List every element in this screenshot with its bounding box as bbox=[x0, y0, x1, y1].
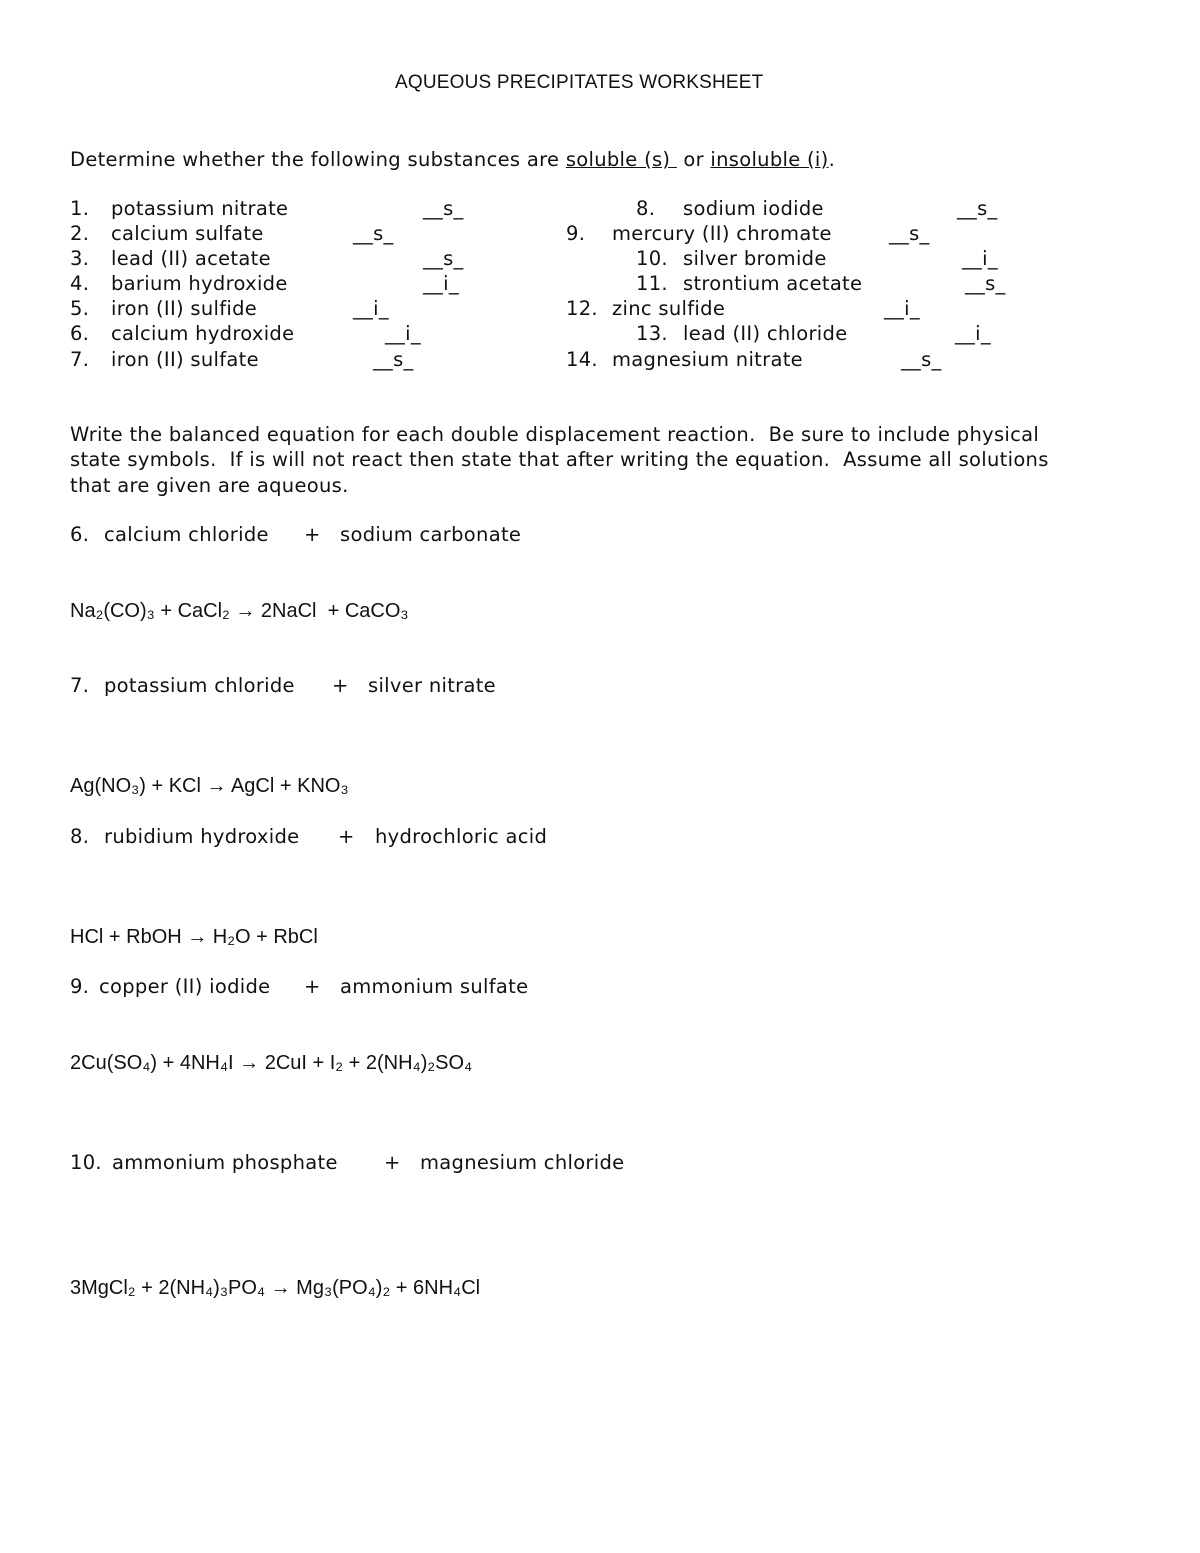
substance-name: lead (II) chloride bbox=[683, 322, 848, 345]
solubility-answer: __i_ bbox=[884, 297, 920, 320]
balanced-equation: HCl + RbOH → H₂O + RbCl bbox=[70, 926, 318, 948]
reactant-1: rubidium hydroxide bbox=[104, 825, 300, 848]
reactant-2: silver nitrate bbox=[368, 674, 496, 697]
solubility-answer: __i_ bbox=[353, 297, 389, 320]
solubility-answer: __s_ bbox=[373, 348, 414, 371]
solubility-answer: __s_ bbox=[957, 197, 998, 220]
solubility-answer: __i_ bbox=[385, 322, 421, 345]
reactant-1: calcium chloride bbox=[104, 523, 269, 546]
reaction-number: 9. bbox=[70, 975, 90, 998]
solubility-answer: __s_ bbox=[353, 222, 394, 245]
reactant-1: ammonium phosphate bbox=[112, 1151, 338, 1174]
substance-name: zinc sulfide bbox=[612, 297, 726, 320]
balanced-equation: Na₂(CO)₃ + CaCl₂ → 2NaCl + CaCO₃ bbox=[70, 600, 409, 622]
substance-name: lead (II) acetate bbox=[111, 247, 271, 270]
solubility-answer: __i_ bbox=[955, 322, 991, 345]
item-number: 11. bbox=[636, 272, 668, 295]
item-number: 5. bbox=[70, 297, 90, 320]
item-number: 3. bbox=[70, 247, 90, 270]
substance-name: silver bromide bbox=[683, 247, 827, 270]
plus-sign: + bbox=[304, 975, 321, 998]
item-number: 13. bbox=[636, 322, 668, 345]
substance-name: iron (II) sulfate bbox=[111, 348, 259, 371]
balanced-equation: 3MgCl₂ + 2(NH₄)₃PO₄ → Mg₃(PO₄)₂ + 6NH₄Cl bbox=[70, 1277, 481, 1299]
instruction-mid: or bbox=[676, 148, 711, 171]
reaction-number: 7. bbox=[70, 674, 90, 697]
solubility-answer: __s_ bbox=[423, 247, 464, 270]
plus-sign: + bbox=[338, 825, 355, 848]
item-number: 7. bbox=[70, 348, 90, 371]
substance-name: barium hydroxide bbox=[111, 272, 288, 295]
solubility-answer: __i_ bbox=[962, 247, 998, 270]
item-number: 4. bbox=[70, 272, 90, 295]
solubility-instruction bbox=[70, 148, 835, 171]
substance-name: sodium iodide bbox=[683, 197, 824, 220]
item-number: 1. bbox=[70, 197, 90, 220]
solubility-answer: __s_ bbox=[901, 348, 942, 371]
reaction-number: 10. bbox=[70, 1151, 102, 1174]
instruction-line: Write the balanced equation for each double displacement reaction. Be sure to include physical bbox=[70, 423, 1040, 446]
instruction-prefix: Determine whether the following substances are bbox=[70, 148, 566, 171]
item-number: 10. bbox=[636, 247, 668, 270]
item-number: 14. bbox=[566, 348, 598, 371]
instruction-line: state symbols. If is will not react then state that after writing the equation. Assume all solutions bbox=[70, 448, 1049, 471]
solubility-answer: __i_ bbox=[423, 272, 459, 295]
instruction-line: that are given are aqueous. bbox=[70, 474, 349, 497]
substance-name: iron (II) sulfide bbox=[111, 297, 258, 320]
plus-sign: + bbox=[304, 523, 321, 546]
plus-sign: + bbox=[332, 674, 349, 697]
reactant-2: hydrochloric acid bbox=[375, 825, 548, 848]
item-number: 6. bbox=[70, 322, 90, 345]
substance-name: calcium sulfate bbox=[111, 222, 264, 245]
soluble-term: soluble (s) bbox=[565, 148, 677, 171]
solubility-answer: __s_ bbox=[889, 222, 930, 245]
reactant-1: copper (II) iodide bbox=[99, 975, 271, 998]
reactant-2: magnesium chloride bbox=[420, 1151, 625, 1174]
substance-name: potassium nitrate bbox=[111, 197, 289, 220]
reactant-2: ammonium sulfate bbox=[340, 975, 529, 998]
substance-name: calcium hydroxide bbox=[111, 322, 295, 345]
reactant-1: potassium chloride bbox=[104, 674, 295, 697]
substance-name: mercury (II) chromate bbox=[612, 222, 832, 245]
item-number: 2. bbox=[70, 222, 90, 245]
reaction-number: 6. bbox=[70, 523, 90, 546]
balanced-equation: Ag(NO₃) + KCl → AgCl + KNO₃ bbox=[70, 775, 349, 797]
solubility-answer: __s_ bbox=[965, 272, 1006, 295]
substance-name: strontium acetate bbox=[683, 272, 863, 295]
page-title: AQUEOUS PRECIPITATES WORKSHEET bbox=[395, 72, 764, 93]
item-number: 9. bbox=[566, 222, 586, 245]
plus-sign: + bbox=[384, 1151, 401, 1174]
balanced-equation: 2Cu(SO₄) + 4NH₄I → 2CuI + I₂ + 2(NH₄)₂SO₄ bbox=[70, 1052, 473, 1074]
solubility-answer: __s_ bbox=[423, 197, 464, 220]
substance-name: magnesium nitrate bbox=[612, 348, 803, 371]
reactant-2: sodium carbonate bbox=[340, 523, 522, 546]
instruction-suffix: . bbox=[828, 148, 836, 171]
item-number: 8. bbox=[636, 197, 656, 220]
reaction-number: 8. bbox=[70, 825, 90, 848]
insoluble-term: insoluble (i) bbox=[710, 148, 829, 171]
item-number: 12. bbox=[566, 297, 598, 320]
